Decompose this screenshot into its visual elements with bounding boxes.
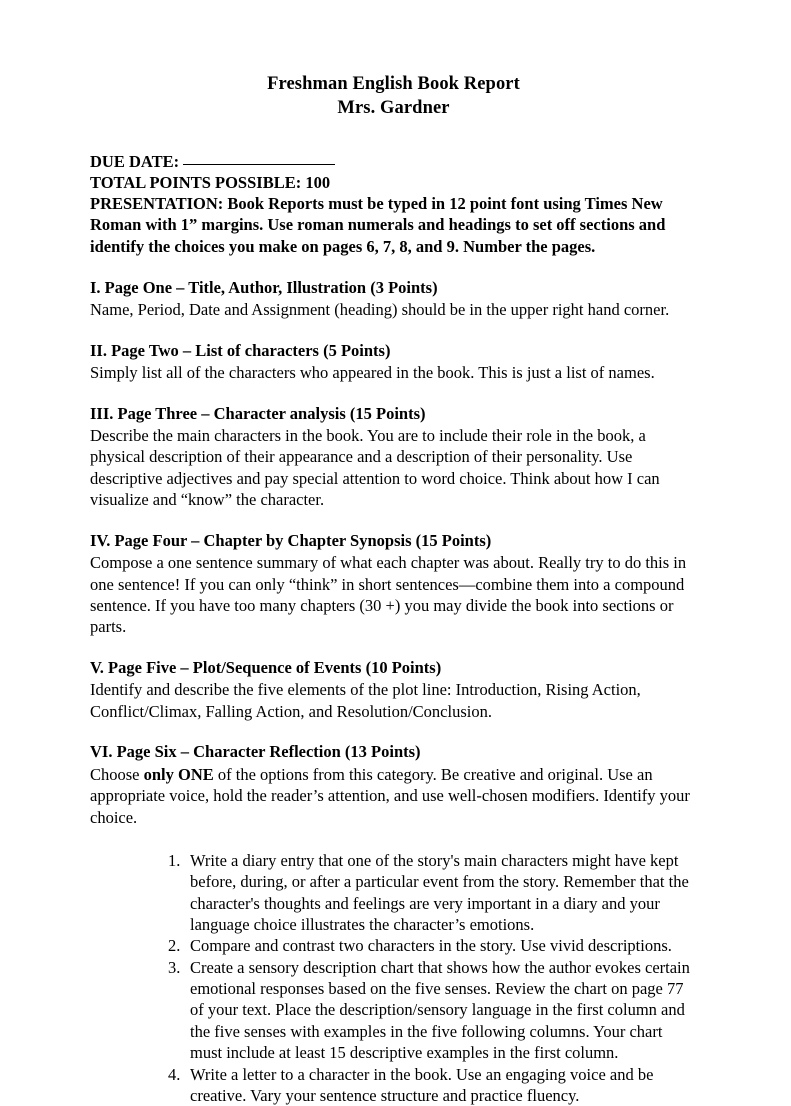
section-page-three <box>90 403 697 511</box>
section-heading: V. Page Five – Plot/Sequence of Events (10 Points) <box>90 657 442 677</box>
due-date-line <box>90 151 697 172</box>
section-body: Identify and describe the five elements of the plot line: Introduction, Rising Action, Conflict/Climax, Falling Action, and Resolution/Conclusion. <box>90 680 641 721</box>
section-body: Simply list all of the characters who appeared in the book. This is just a list of names. <box>90 363 655 383</box>
list-item: Write a diary entry that one of the story's main characters might have kept before, during, or after a particular event from the story. Remember that the character's thoughts and feelings are very important in a diary and your language choice illustrates the character’s emotions. <box>190 850 689 935</box>
section-heading: IV. Page Four – Chapter by Chapter Synopsis (15 Points) <box>90 530 492 550</box>
title-block <box>90 72 697 121</box>
presentation-requirements: PRESENTATION: Book Reports must be typed in 12 point font using Times New Roman with 1” margins. Use roman numerals and headings to set off sections and identify the choices you make on pages 6, 7, 8, and 9. Number the pages. <box>90 194 666 256</box>
section-page-six <box>90 741 697 828</box>
page-title: Freshman English Book Report <box>267 74 520 94</box>
section-body: Describe the main characters in the book. You are to include their role in the book, a physical description of their appearance and a description of their personality. Use descriptive adjectives and pay special attention to word choice. Think about how I can visualize and “know” the character. <box>90 425 660 510</box>
section-heading: VI. Page Six – Character Reflection (13 Points) <box>90 742 421 762</box>
page-subtitle: Mrs. Gardner <box>337 98 450 119</box>
section-page-five <box>90 657 697 722</box>
section-body: Name, Period, Date and Assignment (heading) should be in the upper right hand corner. <box>90 300 670 320</box>
section-heading: II. Page Two – List of characters (5 Points) <box>90 340 391 360</box>
section-page-one <box>90 277 697 321</box>
reflection-options-list <box>90 850 697 1106</box>
due-date-label: DUE DATE: <box>90 151 180 171</box>
assignment-meta-block <box>90 151 697 257</box>
document-content <box>90 72 697 1106</box>
section-heading: III. Page Three – Character analysis (15 Points) <box>90 403 426 423</box>
reflection-text-lead: Choose <box>90 764 144 784</box>
section-page-four <box>90 530 697 638</box>
reflection-emphasis: only ONE <box>143 764 214 784</box>
total-points-line: TOTAL POINTS POSSIBLE: 100 <box>90 173 331 192</box>
section-heading: I. Page One – Title, Author, Illustration (3 Points) <box>90 277 438 297</box>
reflection-text-rest: of the options from this category. Be creative and original. Use an appropriate voice, hold the reader’s attention, and use well-chosen modifiers. Identify your choice. <box>90 764 690 827</box>
list-item: Create a sensory description chart that shows how the author evokes certain emotional responses based on the five senses. Review the chart on page 77 of your text. Place the description/sensory language in the first column and the five senses with examples in the five following columns. Your chart must include at least 15 descriptive examples in the first column. <box>190 957 690 1063</box>
section-page-two <box>90 340 697 384</box>
list-item: Write a letter to a character in the book. Use an engaging voice and be creative. Vary your sentence structure and practice fluency. <box>190 1064 654 1105</box>
due-date-blank-field[interactable] <box>183 164 335 165</box>
section-body <box>90 764 697 828</box>
list-item: Compare and contrast two characters in the story. Use vivid descriptions. <box>190 936 672 956</box>
section-body: Compose a one sentence summary of what each chapter was about. Really try to do this in one sentence! If you can only “think” in short sentences—combine them into a compound sentence. If you have too many chapters (30 +) you may divide the book into sections or parts. <box>90 553 687 637</box>
